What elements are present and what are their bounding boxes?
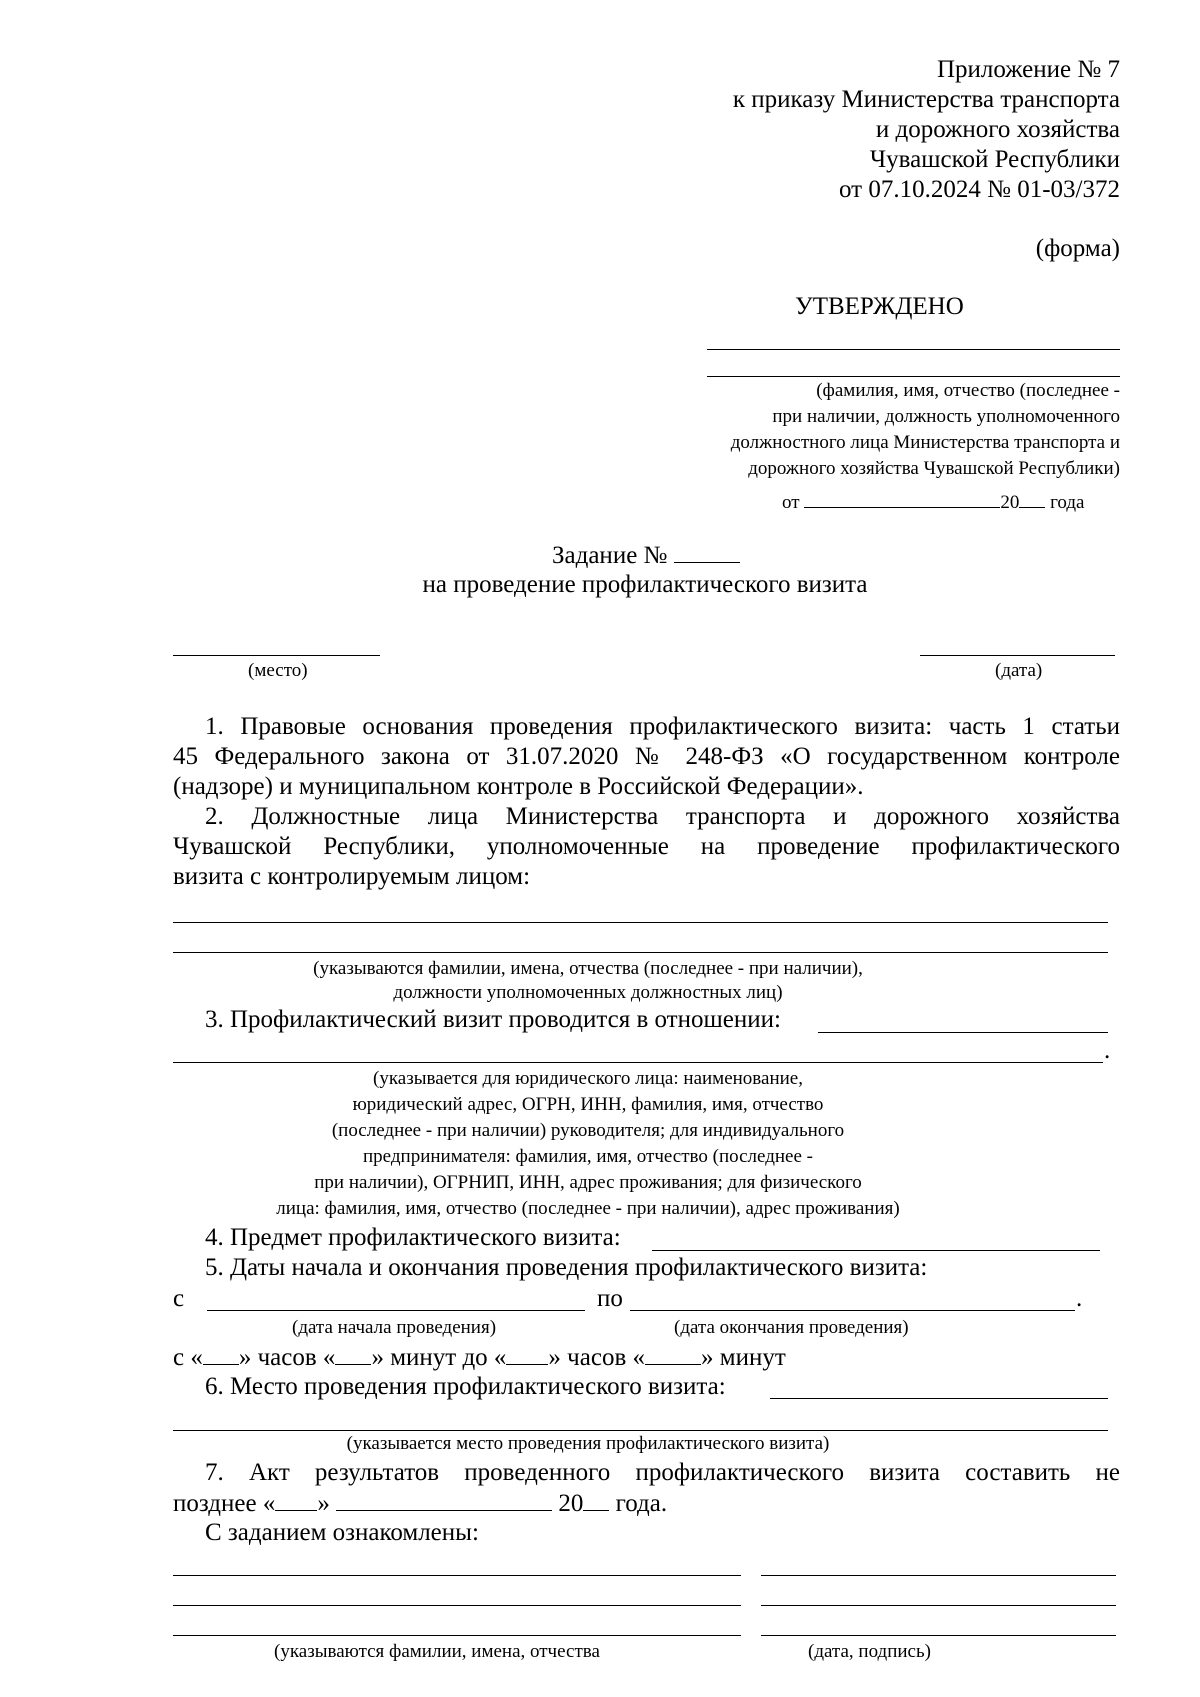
annex-ministry-line: и дорожного хозяйства [875,116,1120,143]
end-date-field[interactable] [630,1310,1075,1311]
approver-signature-line[interactable] [707,349,1120,350]
act-day-field[interactable] [275,1488,317,1511]
assignment-title: Задание № [552,542,668,569]
item-3-hint-6: лица: фамилия, имя, отчество (последнее - при наличии), адрес проживания) [276,1198,900,1219]
approval-date-from: от [782,492,800,513]
approval-hint-3: должностного лица Министерства транспорта и [730,432,1120,453]
item-6-hint: (указывается место проведения профилактического визита) [346,1433,830,1454]
item-7-year-suffix: года. [615,1490,668,1517]
ack-sign-hint: (дата, подпись) [808,1641,931,1662]
approval-date-row [782,485,1084,515]
approval-hint-4: дорожного хозяйства Чувашской Республики) [748,458,1120,479]
officials-line-1[interactable] [173,922,1108,923]
end-date-hint: (дата окончания проведения) [674,1317,909,1338]
ack-names-hint: (указываются фамилии, имена, отчества [274,1641,600,1662]
item-3-subject-line-2[interactable] [173,1062,1103,1063]
place-hint: (место) [248,660,308,681]
item-3-dot: . [1104,1037,1111,1064]
item-7-quote-close: » [317,1490,330,1517]
place-line[interactable] [173,655,380,656]
ack-names-line-1[interactable] [173,1575,741,1576]
item-3: 3. Профилактический визит проводится в отношении: [205,1006,781,1033]
item-6: 6. Место проведения профилактического визита: [205,1373,726,1400]
ack-names-line-3[interactable] [173,1635,741,1636]
item-2-line-3: визита с контролируемым лицом: [173,863,531,890]
item-5: 5. Даты начала и окончания проведения профилактического визита: [205,1254,928,1281]
time-minutes-label: » минут [701,1344,786,1371]
end-hours-field[interactable] [506,1342,548,1365]
visit-place-line-2[interactable] [173,1430,1108,1431]
item-3-hint-3: (последнее - при наличии) руководителя; для индивидуального [331,1120,845,1141]
approver-name-line[interactable] [707,376,1120,377]
item-2-hint-2: должности уполномоченных должностных лиц) [393,982,783,1003]
item-7-year: 20 [558,1490,584,1517]
start-date-field[interactable] [207,1310,585,1311]
assignment-number-row [552,540,740,571]
time-from-label: с « [173,1344,203,1371]
item-3-hint-1: (указывается для юридического лица: наименование, [373,1068,803,1089]
annex-order-line: к приказу Министерства транспорта [732,86,1120,113]
item-7-line-1: 7. Акт результатов проведенного профилактического визита составить не [205,1459,1120,1486]
item-7-line-2 [173,1488,667,1519]
approval-date-year-suffix: года [1050,492,1085,513]
item-2-hint-1: (указываются фамилии, имена, отчества (последнее - при наличии), [313,958,863,979]
start-hours-field[interactable] [203,1342,239,1365]
item-1-line-3: (надзоре) и муниципальном контроле в Российской Федерации». [173,773,864,800]
assignment-number-field[interactable] [674,540,740,563]
item-4: 4. Предмет профилактического визита: [205,1224,621,1251]
end-minutes-field[interactable] [645,1342,701,1365]
item-1-line-2: 45 Федерального закона от 31.07.2020 № 248-ФЗ «О государственном контроле [173,743,1120,770]
item-5-dot: . [1076,1285,1083,1312]
item-4-subject-field[interactable] [652,1250,1100,1251]
ack-sign-line-1[interactable] [761,1575,1116,1576]
assignment-subtitle: на проведение профилактического визита [422,571,868,598]
item-2-line-1: 2. Должностные лица Министерства транспорта и дорожного хозяйства [205,803,1120,830]
time-row [173,1342,786,1373]
approval-hint-1: (фамилия, имя, отчество (последнее - [816,380,1120,401]
start-minutes-field[interactable] [335,1342,371,1365]
act-year-field[interactable] [583,1488,609,1511]
item-3-hint-2: юридический адрес, ОГРН, ИНН, фамилия, имя, отчество [352,1094,824,1115]
act-month-field[interactable] [336,1488,552,1511]
approval-year-field[interactable] [1019,485,1045,508]
officials-line-2[interactable] [173,952,1108,953]
item-7-no-later: позднее « [173,1490,276,1517]
item-3-hint-5: при наличии), ОГРНИП, ИНН, адрес проживания; для физического [314,1172,862,1193]
annex-number: Приложение № 7 [936,56,1120,83]
time-hours-label-2: » часов « [548,1344,645,1371]
approval-date-field[interactable] [804,485,1000,508]
visit-place-field[interactable] [770,1398,1108,1399]
approval-date-year: 20 [1000,492,1020,513]
item-5-from: с [173,1285,185,1312]
item-2-line-2: Чувашской Республики, уполномоченные на проведение профилактического [173,833,1120,860]
annex-order-date: от 07.10.2024 № 01-03/372 [839,176,1120,203]
time-hours-label-1: » часов « [238,1344,336,1371]
item-3-subject-field[interactable] [818,1032,1108,1033]
item-3-hint-4: предпринимателя: фамилия, имя, отчество (последнее - [363,1146,813,1167]
approval-hint-2: при наличии, должность уполномоченного [772,406,1120,427]
ack-sign-line-3[interactable] [761,1635,1116,1636]
time-to-label: » минут до « [371,1344,507,1371]
item-5-to: по [597,1285,623,1312]
ack-names-line-2[interactable] [173,1605,741,1606]
item-1-line-1: 1. Правовые основания проведения профилактического визита: часть 1 статьи [205,713,1120,740]
date-hint: (дата) [995,660,1043,681]
date-line[interactable] [920,655,1115,656]
ack-sign-line-2[interactable] [761,1605,1116,1606]
approval-title: УТВЕРЖДЕНО [795,293,964,320]
start-date-hint: (дата начала проведения) [292,1317,497,1338]
form-label: (форма) [1035,235,1120,262]
annex-republic-line: Чувашской Республики [869,146,1120,173]
acknowledgment-label: С заданием ознакомлены: [205,1519,479,1546]
